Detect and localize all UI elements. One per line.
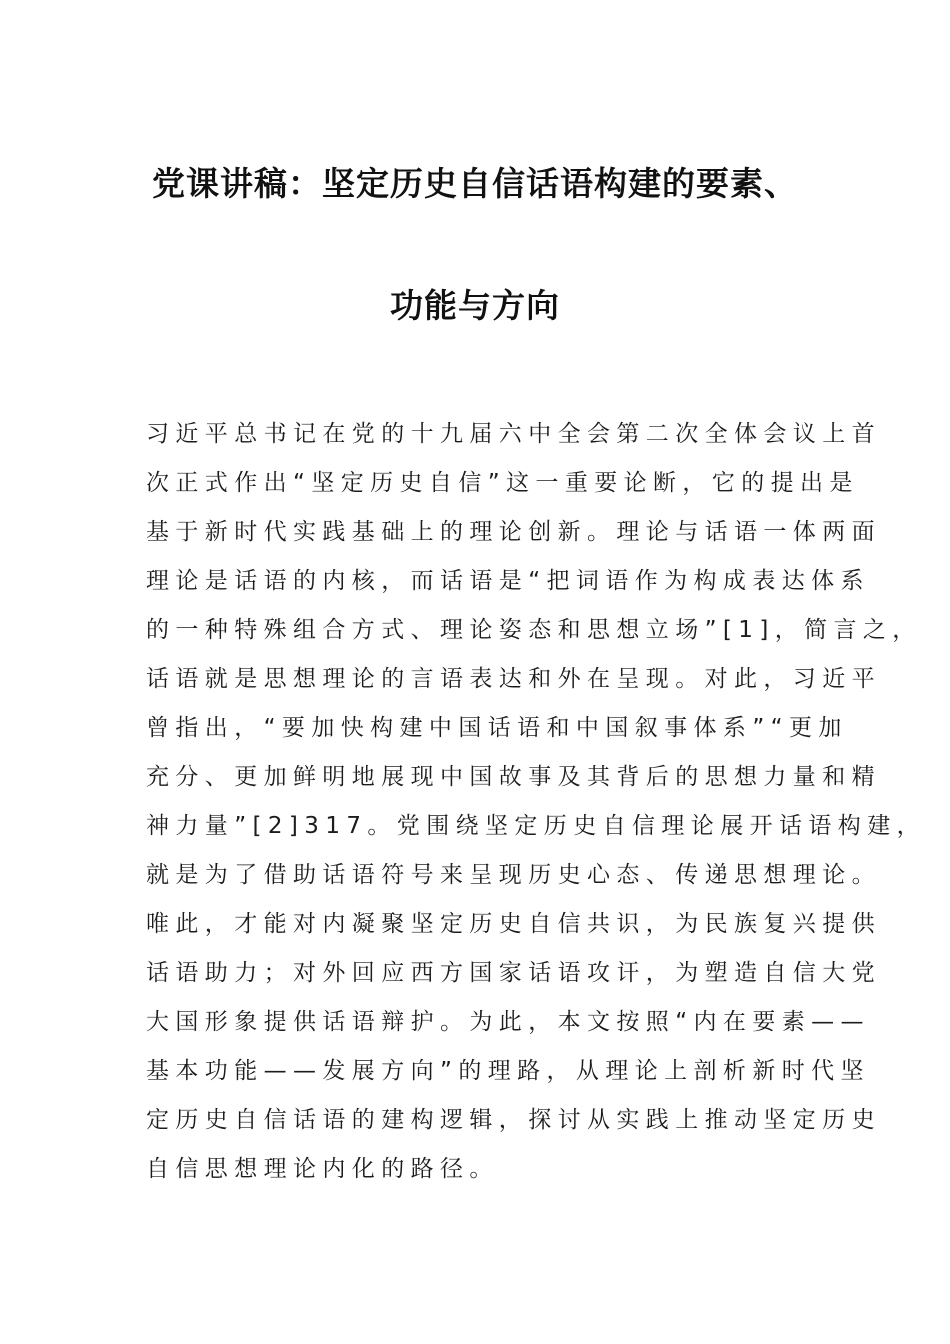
paragraph-line: 习近平总书记在党的十九届六中全会第二次全体会议上首: [146, 421, 881, 447]
paragraph-line: 基于新时代实践基础上的理论创新。理论与话语一体两面: [146, 519, 881, 545]
body-paragraph: [146, 410, 926, 1194]
paragraph-line: 的一种特殊组合方式、理论姿态和思想立场”[1]，简言之，: [146, 617, 922, 643]
paragraph-line: 就是为了借助话语符号来呈现历史心态、传递思想理论。: [146, 862, 881, 888]
document-title-line-1: 党课讲稿：坚定历史自信话语构建的要素、: [152, 164, 798, 203]
paragraph-line: 次正式作出“坚定历史自信”这一重要论断，它的提出是: [146, 470, 859, 496]
paragraph-line: 理论是话语的内核，而话语是“把词语作为构成表达体系: [146, 568, 870, 594]
paragraph-line: 充分、更加鲜明地展现中国故事及其背后的思想力量和精: [146, 764, 881, 790]
paragraph-line: 自信思想理论内化的路径。: [146, 1156, 499, 1182]
paragraph-line: 话语助力；对外回应西方国家话语攻讦，为塑造自信大党: [146, 960, 881, 986]
paragraph-line: 基本功能——发展方向”的理路，从理论上剖析新时代坚: [146, 1058, 870, 1084]
paragraph-line: 大国形象提供话语辩护。为此，本文按照“内在要素——: [146, 1009, 870, 1035]
paragraph-line: 话语就是思想理论的言语表达和外在呈现。对此，习近平: [146, 666, 881, 692]
document-title-line-2: 功能与方向: [390, 286, 560, 325]
paragraph-line: 唯此，才能对内凝聚坚定历史自信共识，为民族复兴提供: [146, 911, 881, 937]
paragraph-line: 曾指出，“要加快构建中国话语和中国叙事体系”“更加: [146, 715, 848, 741]
paragraph-line: 神力量”[2]317。党围绕坚定历史自信理论展开话语构建，: [146, 813, 926, 839]
paragraph-line: 定历史自信话语的建构逻辑，探讨从实践上推动坚定历史: [146, 1107, 881, 1133]
